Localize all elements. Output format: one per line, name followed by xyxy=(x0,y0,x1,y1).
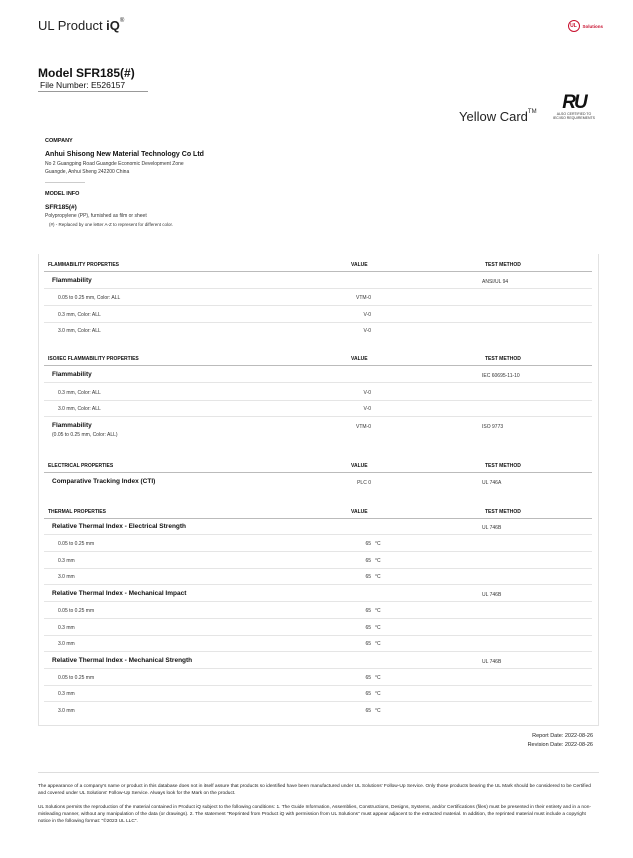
thermal-header-value: VALUE xyxy=(351,509,368,515)
table-row-unit: °C xyxy=(375,675,381,681)
ru-icon: RU xyxy=(562,92,586,113)
ru-certification-mark xyxy=(551,93,597,120)
table-row-value: 65 xyxy=(365,708,371,714)
divider xyxy=(44,322,592,323)
table-row-label: 0.05 to 0.25 mm xyxy=(58,541,95,547)
title-divider xyxy=(38,91,148,92)
divider xyxy=(44,618,592,619)
ul-circle-icon: UL xyxy=(568,20,580,32)
divider xyxy=(44,685,592,686)
table-row-value: 65 xyxy=(365,574,371,580)
divider xyxy=(44,271,592,272)
yellow-card-label: Yellow Card™ xyxy=(459,109,537,124)
divider xyxy=(44,651,592,652)
footer-disclaimer: The appearance of a company's name or product in this database does not in itself assure that products so identified have been manufactured under UL Solutions' Follow-Up Service. Only those products bearing the UL Mark should be considered to be Certified and covered under UL Solutions' Follow-Up Service. Always look for the Mark on the product. xyxy=(38,784,591,796)
table-row-value: V-0 xyxy=(363,312,371,318)
model-info-label: MODEL INFO xyxy=(45,191,80,197)
divider xyxy=(44,305,592,306)
company-divider xyxy=(45,182,85,183)
table-row-label: 3.0 mm xyxy=(58,708,75,714)
table-row-value: V-0 xyxy=(363,328,371,334)
divider xyxy=(44,668,592,669)
divider xyxy=(44,288,592,289)
company-address-1: No 2 Guangping Road Guangde Economic Development Zone xyxy=(45,161,184,167)
thermal-item: Relative Thermal Index - Mechanical Strength xyxy=(52,657,193,664)
elec-header-method: TEST METHOD xyxy=(485,463,521,469)
table-row-label: 3.0 mm xyxy=(58,574,75,580)
iso-item: Flammability xyxy=(52,371,92,378)
elec-value: PLC 0 xyxy=(357,480,371,486)
table-row-label: 0.05 to 0.25 mm xyxy=(58,608,95,614)
table-row-value: 65 xyxy=(365,625,371,631)
company-address-2: Guangde, Anhui Sheng 242200 China xyxy=(45,169,130,175)
model-info-note: (#) - Replaced by one letter A-Z to represent for different color. xyxy=(49,222,173,227)
iso-item-2-method: ISO 9773 xyxy=(482,424,504,430)
flam-header-method: TEST METHOD xyxy=(485,262,521,268)
table-row-value: V-0 xyxy=(363,406,371,412)
brand-bold: iQ xyxy=(106,18,120,33)
page-title: Model SFR185(#) xyxy=(38,66,135,80)
table-row-label: 0.3 mm xyxy=(58,625,75,631)
thermal-method: UL 746B xyxy=(482,659,502,665)
flam-method: ANSI/UL 94 xyxy=(482,279,509,285)
thermal-item: Relative Thermal Index - Mechanical Impact xyxy=(52,590,187,597)
elec-header-property: ELECTRICAL PROPERTIES xyxy=(48,463,114,469)
divider xyxy=(44,365,592,366)
company-name[interactable]: Anhui Shisong New Material Technology Co Ltd xyxy=(45,151,204,158)
divider xyxy=(44,601,592,602)
iso-header-method: TEST METHOD xyxy=(485,356,521,362)
divider xyxy=(44,534,592,535)
ru-text-1: ALSO CERTIFIED TO xyxy=(556,112,592,116)
brand-logo[interactable] xyxy=(38,18,124,33)
table-row-value: 65 xyxy=(365,541,371,547)
table-row-unit: °C xyxy=(375,574,381,580)
table-row-unit: °C xyxy=(375,558,381,564)
divider xyxy=(44,551,592,552)
divider xyxy=(44,518,592,519)
properties-table xyxy=(38,254,599,726)
footer-divider xyxy=(38,772,599,773)
thermal-item: Relative Thermal Index - Electrical Strength xyxy=(52,523,187,530)
divider xyxy=(44,472,592,473)
table-row-unit: °C xyxy=(375,625,381,631)
table-row-label: 0.3 mm xyxy=(58,558,75,564)
table-row-label: 0.3 mm xyxy=(58,691,75,697)
table-row-unit: °C xyxy=(375,708,381,714)
table-row-value: 65 xyxy=(365,691,371,697)
company-label: COMPANY xyxy=(45,138,73,144)
thermal-method: UL 746B xyxy=(482,592,502,598)
iso-method: IEC 60695-11-10 xyxy=(482,373,520,379)
table-row-label: 0.05 to 0.25 mm, Color: ALL xyxy=(58,295,121,301)
divider xyxy=(44,584,592,585)
table-row-label: 3.0 mm, Color: ALL xyxy=(58,328,101,334)
iso-item-2: Flammability xyxy=(52,422,92,429)
iso-item-2-value: VTM-0 xyxy=(356,424,371,430)
brand-text: UL Product xyxy=(38,18,107,33)
divider xyxy=(44,416,592,417)
table-row-value: VTM-0 xyxy=(356,295,371,301)
report-date: Report Date: 2022-08-26 xyxy=(532,733,593,739)
flam-header-value: VALUE xyxy=(351,262,368,268)
ru-text-2: IEC/ISO REQUIREMENTS xyxy=(552,116,595,120)
iso-item-2-sub: (0.05 to 0.25 mm, Color: ALL) xyxy=(52,432,118,438)
model-info-name: SFR185(#) xyxy=(45,204,77,211)
divider xyxy=(44,382,592,383)
table-row-label: 3.0 mm, Color: ALL xyxy=(58,406,101,412)
divider xyxy=(44,701,592,702)
thermal-header-method: TEST METHOD xyxy=(485,509,521,515)
table-row-unit: °C xyxy=(375,541,381,547)
table-row-value: 65 xyxy=(365,641,371,647)
ul-solutions-logo[interactable] xyxy=(568,20,604,32)
flam-item: Flammability xyxy=(52,277,92,284)
thermal-method: UL 746B xyxy=(482,525,502,531)
table-row-unit: °C xyxy=(375,608,381,614)
table-row-label: 0.3 mm, Color: ALL xyxy=(58,390,101,396)
flam-header-property: FLAMMABILITY PROPERTIES xyxy=(48,262,120,268)
divider xyxy=(44,568,592,569)
elec-item: Comparative Tracking Index (CTI) xyxy=(52,478,156,485)
thermal-header-property: THERMAL PROPERTIES xyxy=(48,509,106,515)
file-number: File Number: E526157 xyxy=(40,80,126,90)
table-row-label: 0.3 mm, Color: ALL xyxy=(58,312,101,318)
divider xyxy=(44,635,592,636)
table-row-value: 65 xyxy=(365,558,371,564)
revision-date: Revision Date: 2022-08-26 xyxy=(527,742,593,748)
footer-reproduction: UL Solutions permits the reproduction of the material contained in Product iQ subject to the following conditions: 1. The Guide Information, Assemblies, Constructions, Designs, Systems, and/or Certifications (files) must be presented in their entirety and in a non-misleading manner, without any manipulation of the data (or drawings). 2. The statement "Reprinted from Product iQ with permission from UL Solutions" must appear adjacent to the extracted material. In addition, the reprinted material must include a copyright notice in the following format: "©2023 UL LLC". xyxy=(38,805,591,824)
table-row-label: 3.0 mm xyxy=(58,641,75,647)
brand-mark: ® xyxy=(119,18,125,24)
table-row-label: 0.05 to 0.25 mm xyxy=(58,675,95,681)
iso-header-value: VALUE xyxy=(351,356,368,362)
table-row-unit: °C xyxy=(375,641,381,647)
elec-method: UL 746A xyxy=(482,480,502,486)
table-row-value: V-0 xyxy=(363,390,371,396)
model-info-desc: Polypropylene (PP), furnished as film or sheet xyxy=(45,213,147,219)
elec-header-value: VALUE xyxy=(351,463,368,469)
table-row-value: 65 xyxy=(365,608,371,614)
ul-solutions-text: Solutions xyxy=(582,23,603,29)
table-row-unit: °C xyxy=(375,691,381,697)
table-row-value: 65 xyxy=(365,675,371,681)
divider xyxy=(44,400,592,401)
iso-header-property: ISO/IEC FLAMMABILITY PROPERTIES xyxy=(48,356,139,362)
